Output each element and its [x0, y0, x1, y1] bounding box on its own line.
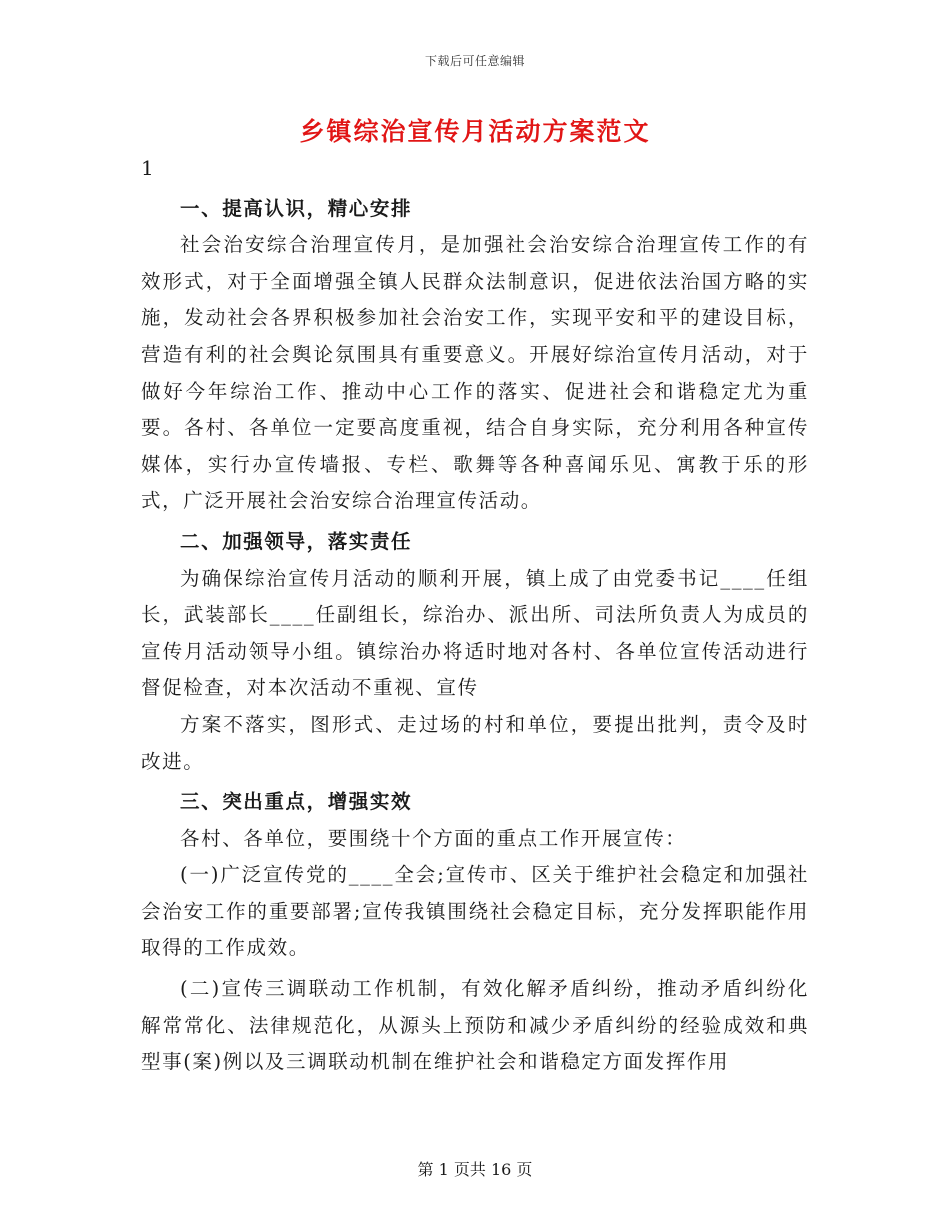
page-header: 下载后可任意编辑: [424, 54, 525, 68]
paragraph: (一)广泛宣传党的____全会;宣传市、区关于维护社会稳定和加强社会治安工作的重要部署;宣传我镇围绕社会稳定目标，充分发挥职能作用取得的工作成效。: [141, 863, 809, 960]
section-number: 1: [141, 156, 156, 180]
section-heading-2: 二、加强领导，落实责任: [180, 529, 413, 553]
paragraph: 各村、各单位，要围绕十个方面的重点工作开展宣传：: [180, 826, 687, 850]
document-body: [141, 150, 809, 1081]
paragraph: (二)宣传三调联动工作机制，有效化解矛盾纠纷，推动矛盾纠纷化解常常化、法律规范化，从源头上预防和减少矛盾纠纷的经验成效和典型事(案)例以及三调联动机制在维护社会和谐稳定方面发挥作用: [141, 977, 809, 1074]
paragraph: 社会治安综合治理宣传月，是加强社会治安综合治理宣传工作的有效形式，对于全面增强全镇人民群众法制意识，促进依法治国方略的实施，发动社会各界积极参加社会治安工作，实现平安和平的建设目标，营造有利的社会舆论氛围具有重要意义。开展好综治宣传月活动，对于做好今年综治工作、推动中心工作的落实、促进社会和谐稳定尤为重要。各村、各单位一定要高度重视，结合自身实际，充分利用各种宣传媒体，实行办宣传墙报、专栏、歌舞等各种喜闻乐见、寓教于乐的形式，广泛开展社会治安综合治理宣传活动。: [141, 233, 809, 513]
paragraph: 为确保综治宣传月活动的顺利开展，镇上成了由党委书记____任组长，武装部长____任副组长，综治办、派出所、司法所负责人为成员的宣传月活动领导小组。镇综治办将适时地对各村、各单位宣传活动进行督促检查，对本次活动不重视、宣传: [141, 566, 809, 700]
document-title: 乡镇综治宣传月活动方案范文: [299, 117, 651, 146]
section-heading-3: 三、突出重点，增强实效: [180, 790, 413, 814]
page-footer: 第 1 页共 16 页: [417, 1160, 533, 1179]
section-heading-1: 一、提高认识，精心安排: [180, 196, 413, 220]
paragraph: 方案不落实，图形式、走过场的村和单位，要提出批判，责令及时改进。: [141, 712, 809, 773]
